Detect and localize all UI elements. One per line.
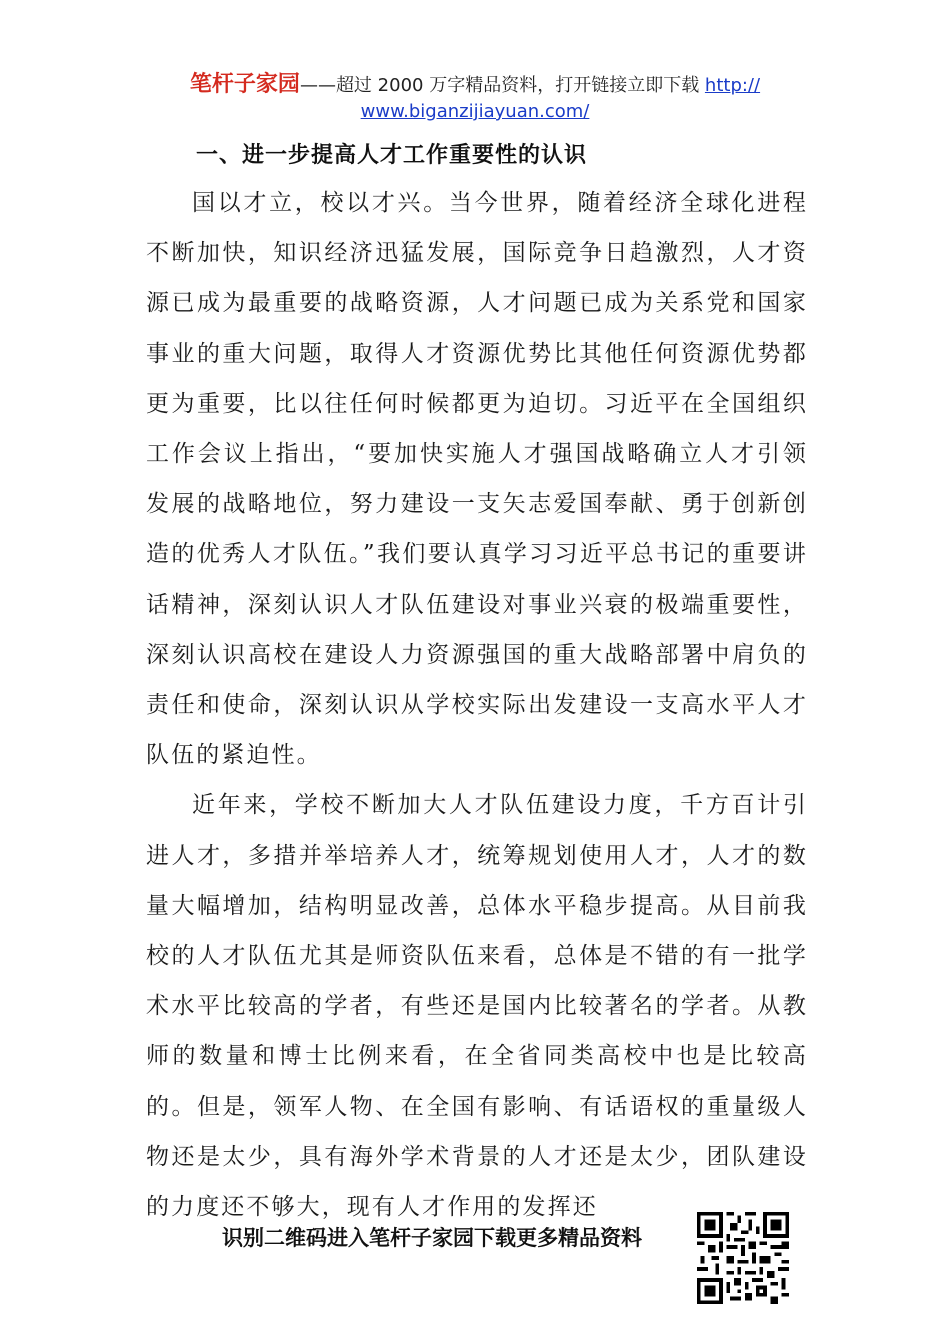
banner-tagline: ——超过 2000 万字精品资料，打开链接立即下载	[299, 75, 705, 96]
brand-name: 笔杆子家园	[189, 72, 300, 97]
paragraph: 近年来，学校不断加大人才队伍建设力度，千方百计引进人才，多措并举培养人才，统筹规划使用人才，人才的数量大幅增加，结构明显改善，总体水平稳步提高。从目前我校的人才队伍尤其是师资队伍来看，总体是不错的有一批学术水平比较高的学者，有些还是国内比较著名的学者。从教师的数量和博士比例来看，在全省同类高校中也是比较高的。但是，领军人物、在全国有影响、有话语权的重量级人物还是太少，具有海外学术背景的人才还是太少，团队建设的力度还不够大，现有人才作用的发挥还	[146, 792, 808, 1221]
paragraph: 国以才立，校以才兴。当今世界，随着经济全球化进程不断加快，知识经济迅猛发展，国际竞争日趋激烈，人才资源已成为最重要的战略资源，人才问题已成为关系党和国家事业的重大问题，取得人才资源优势比其他任何资源优势都更为重要，比以往任何时候都更为迫切。习近平在全国组织工作会议上指出，“要加快实施人才强国战略确立人才引领发展的战略地位，努力建设一支矢志爱国奉献、勇于创新创造的优秀人才队伍。”我们要认真学习习近平总书记的重要讲话精神，深刻认识人才队伍建设对事业兴衰的极端重要性，深刻认识高校在建设人力资源强国的重大战略部署中肩负的责任和使命，深刻认识从学校实际出发建设一支高水平人才队伍的紧迫性。	[146, 190, 808, 769]
site-link-part1[interactable]: http://	[704, 75, 761, 96]
footer-caption: 识别二维码进入笔杆子家园下载更多精品资料	[222, 1226, 642, 1250]
site-link-part2[interactable]: www.biganzijiayuan.com/	[360, 101, 590, 122]
site-banner	[0, 72, 950, 125]
section-heading: 一、进一步提高人才工作重要性的认识	[196, 143, 588, 168]
document-body	[146, 178, 808, 1232]
qr-code-icon[interactable]	[697, 1212, 789, 1304]
